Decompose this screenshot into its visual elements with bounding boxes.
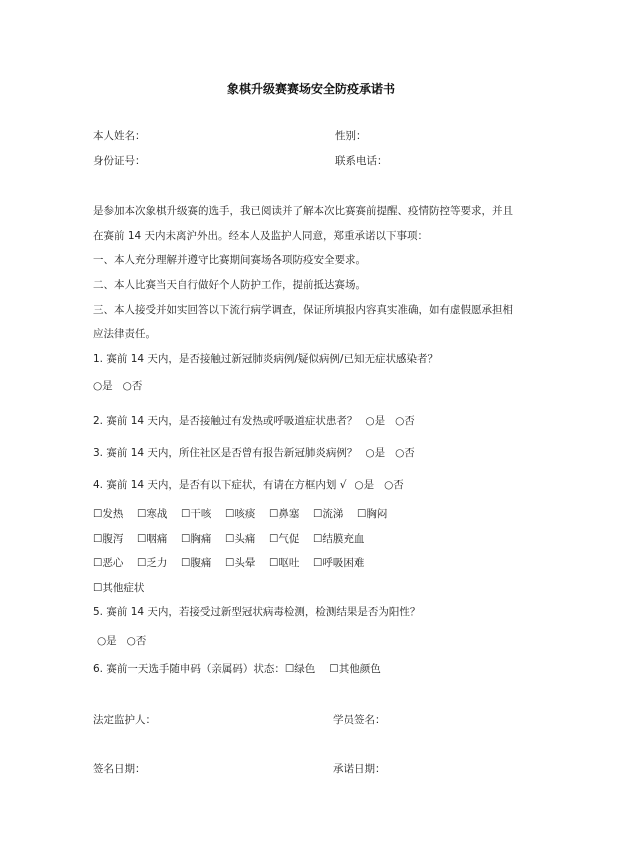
symptom-checkbox[interactable]: ☐腹泻 (93, 533, 124, 545)
q4-no-radio[interactable]: ○否 (384, 479, 404, 491)
q3-yes-radio[interactable]: ○是 (365, 447, 386, 459)
symptom-row-3 (93, 555, 364, 570)
pledge-item-3-line-2: 应法律责任。 (93, 328, 156, 340)
question-6: 6. 赛前一天选手随申码（亲属码）状态： (93, 663, 285, 675)
symptom-checkbox[interactable]: ☐头晕 (225, 557, 256, 569)
question-1: 1. 赛前 14 天内，是否接触过新冠肺炎病例/疑似病例/已知无症状感染者？ (93, 353, 438, 365)
phone-field-label: 联系电话： (335, 155, 388, 167)
symptom-checkbox[interactable]: ☐胸痛 (181, 533, 212, 545)
q2-no-radio[interactable]: ○否 (395, 415, 415, 427)
q5-no-radio[interactable]: ○否 (126, 635, 147, 647)
symptom-row-2 (93, 531, 364, 546)
question-3-row (93, 445, 415, 460)
question-1-options (93, 378, 142, 393)
symptom-row-1 (93, 506, 387, 521)
q1-yes-radio[interactable]: ○是 (93, 380, 113, 392)
intro-line-2: 在赛前 14 天内未离沪外出。经本人及监护人同意，郑重承诺以下事项： (93, 230, 429, 242)
question-6-row (93, 661, 381, 676)
sign-date-label: 签名日期： (93, 763, 146, 775)
symptom-checkbox[interactable]: ☐发热 (93, 508, 124, 520)
code-green-checkbox[interactable]: ☐绿色 (284, 663, 316, 675)
id-number-field-label: 身份证号： (93, 155, 146, 167)
q1-no-radio[interactable]: ○否 (122, 380, 143, 392)
symptom-checkbox[interactable]: ☐胸闷 (357, 508, 388, 520)
symptom-checkbox[interactable]: ☐头痛 (225, 533, 256, 545)
q5-yes-radio[interactable]: ○是 (97, 635, 117, 647)
symptom-checkbox[interactable]: ☐咳痰 (225, 508, 256, 520)
guardian-signature-label: 法定监护人： (93, 714, 156, 726)
symptom-checkbox[interactable]: ☐流涕 (313, 508, 344, 520)
symptom-checkbox[interactable]: ☐干咳 (181, 508, 212, 520)
symptom-checkbox[interactable]: ☐鼻塞 (269, 508, 300, 520)
question-4: 4. 赛前 14 天内，是否有以下症状，有请在方框内划 √ (93, 479, 347, 491)
question-2-row (93, 413, 415, 428)
symptom-checkbox[interactable]: ☐呕吐 (269, 557, 300, 569)
question-4-row (93, 477, 404, 492)
name-field-label: 本人姓名： (93, 130, 146, 142)
q4-yes-radio[interactable]: ○是 (354, 479, 375, 491)
question-5: 5. 赛前 14 天内，若接受过新型冠状病毒检测，检测结果是否为阳性？ (93, 606, 421, 618)
pledge-item-1: 一、本人充分理解并遵守比赛期间赛场各项防疫安全要求。 (93, 254, 366, 266)
question-2: 2. 赛前 14 天内，是否接触过有发热或呼吸道症状患者？ (93, 415, 358, 427)
pledge-item-2: 二、本人比赛当天自行做好个人防护工作，提前抵达赛场。 (93, 279, 366, 291)
intro-line-1: 是参加本次象棋升级赛的选手，我已阅读并了解本次比赛赛前提醒、疫情防控等要求，并且 (93, 205, 513, 217)
symptom-checkbox[interactable]: ☐恶心 (93, 557, 124, 569)
promise-date-label: 承诺日期： (333, 763, 386, 775)
symptom-other-checkbox[interactable]: ☐其他症状 (93, 582, 145, 594)
pledge-item-3-line-1: 三、本人接受并如实回答以下流行病学调查，保证所填报内容真实准确，如有虚假愿承担相 (93, 304, 513, 316)
symptom-checkbox[interactable]: ☐腹痛 (181, 557, 212, 569)
student-signature-label: 学员签名： (333, 714, 386, 726)
symptom-checkbox[interactable]: ☐气促 (269, 533, 300, 545)
symptom-checkbox[interactable]: ☐乏力 (137, 557, 168, 569)
symptom-checkbox[interactable]: ☐呼吸困难 (313, 557, 365, 569)
symptom-checkbox[interactable]: ☐寒战 (137, 508, 168, 520)
q2-yes-radio[interactable]: ○是 (365, 415, 386, 427)
q3-no-radio[interactable]: ○否 (395, 447, 415, 459)
question-3: 3. 赛前 14 天内，所住社区是否曾有报告新冠肺炎病例？ (93, 447, 358, 459)
gender-field-label: 性别： (335, 130, 367, 142)
symptom-checkbox[interactable]: ☐咽痛 (137, 533, 168, 545)
document-title: 象棋升级赛赛场安全防疫承诺书 (226, 82, 395, 96)
question-5-options (97, 633, 146, 648)
code-other-checkbox[interactable]: ☐其他颜色 (329, 663, 381, 675)
symptom-checkbox[interactable]: ☐结膜充血 (313, 533, 365, 545)
